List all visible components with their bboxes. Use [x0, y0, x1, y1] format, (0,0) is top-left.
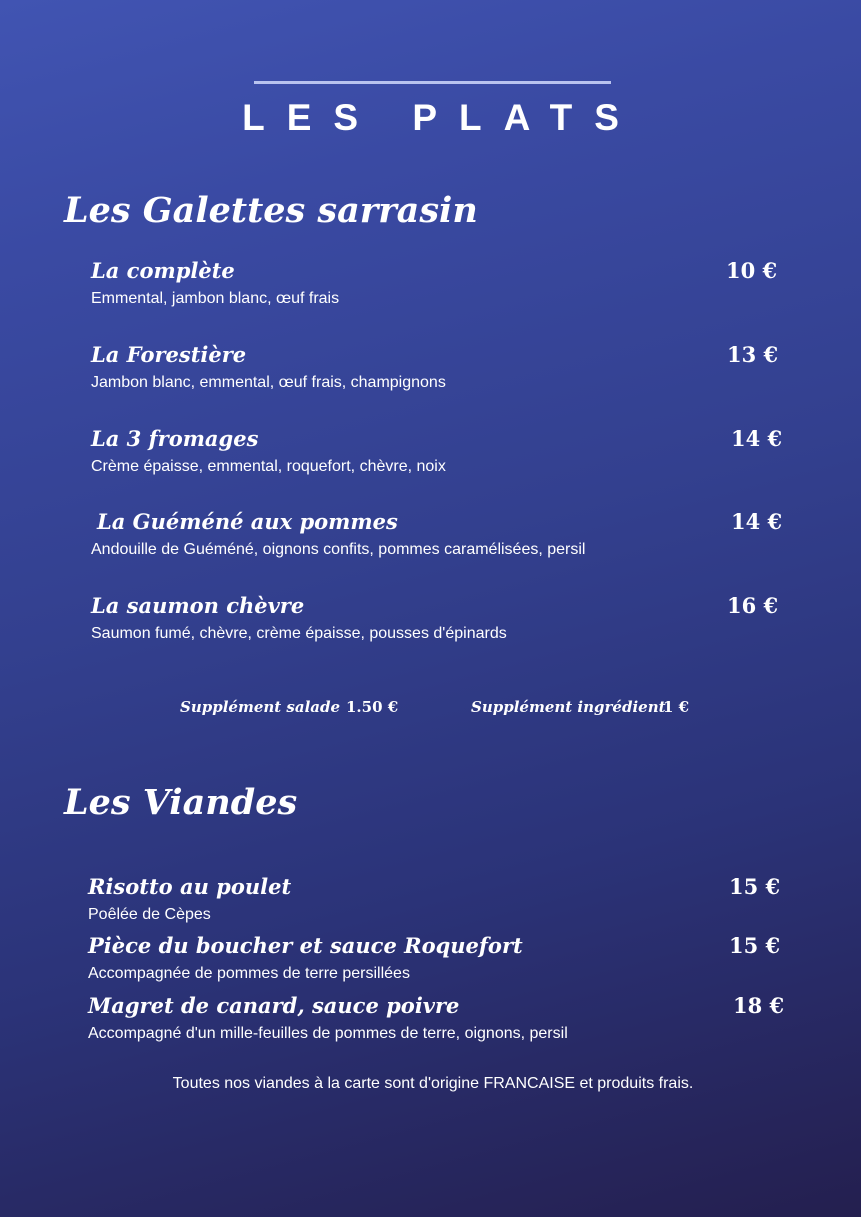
item-price: 15 € — [729, 874, 781, 899]
page-title: LES PLATS — [242, 97, 641, 138]
item-description: Saumon fumé, chèvre, crème épaisse, pousses d'épinards — [91, 625, 507, 642]
item-price: 16 € — [727, 593, 779, 618]
item-price: 13 € — [727, 342, 779, 367]
menu-item — [0, 593, 861, 653]
item-name: La saumon chèvre — [91, 593, 305, 618]
item-description: Accompagné d'un mille-feuilles de pommes de terre, oignons, persil — [88, 1025, 568, 1042]
item-description: Jambon blanc, emmental, œuf frais, champignons — [91, 374, 446, 391]
item-price: 15 € — [729, 933, 781, 958]
menu-item — [0, 426, 861, 486]
item-price: 14 € — [731, 509, 783, 534]
item-name: Pièce du boucher et sauce Roquefort — [88, 933, 523, 958]
menu-item — [0, 258, 861, 318]
menu-item — [0, 509, 861, 569]
supplement-label: Supplément ingrédient — [471, 698, 666, 716]
item-name: La 3 fromages — [91, 426, 259, 451]
item-description: Poêlée de Cèpes — [88, 906, 211, 923]
supplement-label: Supplément salade — [180, 698, 341, 716]
item-name: Magret de canard, sauce poivre — [88, 993, 460, 1018]
supplement-price: 1.50 € — [346, 698, 399, 716]
item-name: La Forestière — [91, 342, 247, 367]
item-price: 10 € — [726, 258, 778, 283]
supplement-price: 1 € — [663, 698, 690, 716]
menu-item — [0, 342, 861, 402]
item-description: Emmental, jambon blanc, œuf frais — [91, 290, 340, 307]
menu-item — [0, 933, 861, 993]
item-description: Accompagnée de pommes de terre persillées — [88, 965, 410, 982]
item-name: Risotto au poulet — [88, 874, 292, 899]
item-name: La complète — [91, 258, 235, 283]
item-name: La Guéméné aux pommes — [97, 509, 398, 534]
item-price: 18 € — [733, 993, 785, 1018]
origin-footnote: Toutes nos viandes à la carte sont d'origine FRANCAISE et produits frais. — [172, 1075, 694, 1092]
item-description: Andouille de Guéméné, oignons confits, pommes caramélisées, persil — [91, 541, 586, 558]
item-price: 14 € — [731, 426, 783, 451]
menu-item — [0, 993, 861, 1053]
title-rule — [254, 81, 611, 84]
section-title-galettes: Les Galettes sarrasin — [64, 190, 478, 231]
menu-item — [0, 874, 861, 934]
item-description: Crème épaisse, emmental, roquefort, chèvre, noix — [91, 458, 446, 475]
section-title-viandes: Les Viandes — [64, 782, 298, 823]
